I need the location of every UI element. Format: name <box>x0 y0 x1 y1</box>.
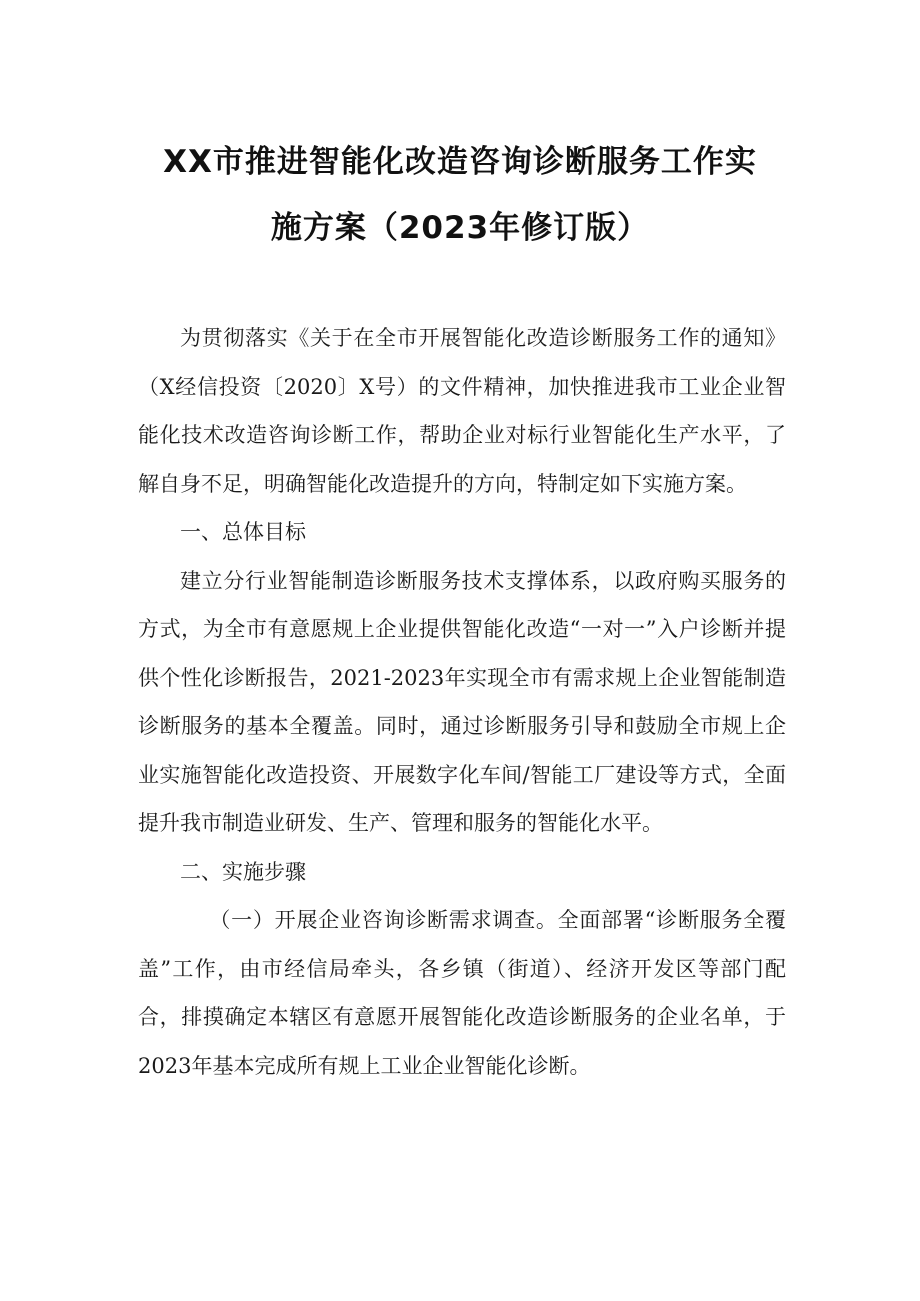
section-heading-steps: 二、实施步骤 <box>180 859 306 884</box>
section-heading-goals: 一、总体目标 <box>180 520 306 544</box>
intro-paragraph: 为贯彻落实《关于在全市开展智能化改造诊断服务工作的通知》（X经信投资〔2020〕X号）的文件精神，加快推进我市工业企业智能化技术改造咨询诊断工作，帮助企业对标行业智能化生产水平，了解自身不足，明确智能化改造提升的方向，特制定如下实施方案。 <box>138 326 786 496</box>
document-body <box>138 314 786 1090</box>
title-line-2: 施方案（2023年修订版） <box>270 210 650 246</box>
step-1-paragraph: （一）开展企业咨询诊断需求调查。全面部署“诊断服务全覆盖”工作，由市经信局牵头，各乡镇（街道）、经济开发区等部门配合，排摸确定本辖区有意愿开展智能化改造诊断服务的企业名单，于2023年基本完成所有规上工业企业智能化诊断。 <box>138 908 786 1078</box>
goals-paragraph: 建立分行业智能制造诊断服务技术支撑体系，以政府购买服务的方式，为全市有意愿规上企业提供智能化改造“一对一”入户诊断并提供个性化诊断报告，2021-2023年实现全市有需求规上企业智能制造诊断服务的基本全覆盖。同时，通过诊断服务引导和鼓励全市规上企业实施智能化改造投资、开展数字化车间/智能工厂建设等方式，全面提升我市制造业研发、生产、管理和服务的智能化水平。 <box>138 568 786 835</box>
title-line-1: XX市推进智能化改造咨询诊断服务工作实 <box>163 144 757 180</box>
